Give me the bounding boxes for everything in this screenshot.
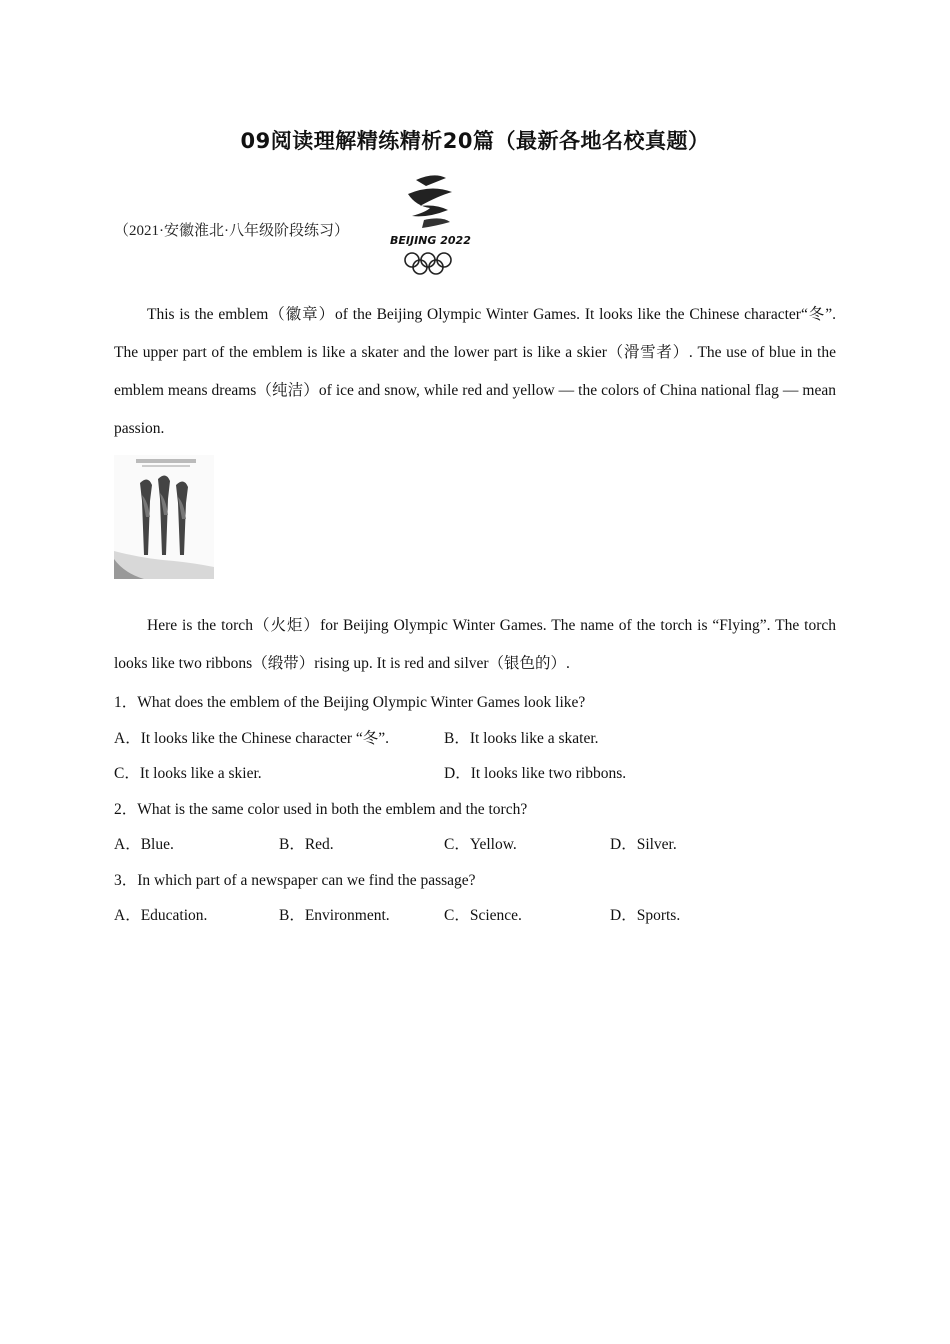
- question-2-option-c[interactable]: C．Yellow.: [444, 836, 517, 853]
- question-2-option-b[interactable]: B．Red.: [279, 836, 334, 853]
- question-2-stem: 2．What is the same color used in both the emblem and the torch?: [114, 801, 528, 818]
- page-title: 09阅读理解精练精析20篇（最新各地名校真题）: [240, 129, 710, 153]
- question-1-option-a[interactable]: A．It looks like the Chinese character “冬”.: [114, 730, 390, 747]
- olympic-torch-photo-icon: [114, 455, 214, 579]
- question-2-option-d[interactable]: D．Silver.: [610, 836, 677, 853]
- question-3-option-b[interactable]: B．Environment.: [279, 907, 390, 924]
- passage-paragraph-1: This is the emblem（徽章）of the Beijing Olympic Winter Games. It looks like the Chinese character“冬”. The upper part of the emblem is like a skater and the lower part is like a skier（滑雪者）. The use of blue in the emblem means dreams（纯洁）of ice and snow, while red and yellow — the colors of China national flag — mean passion.: [114, 306, 836, 437]
- question-1-option-c[interactable]: C．It looks like a skier.: [114, 765, 262, 782]
- beijing-2022-emblem-icon: [386, 172, 478, 278]
- question-1-option-b[interactable]: B．It looks like a skater.: [444, 730, 599, 747]
- question-2-option-a[interactable]: A．Blue.: [114, 836, 174, 853]
- question-1-option-d[interactable]: D．It looks like two ribbons.: [444, 765, 627, 782]
- passage-paragraph-2: Here is the torch（火炬）for Beijing Olympic Winter Games. The name of the torch is “Flying”. The torch looks like two ribbons（缎带）rising up. It is red and silver（银色的）.: [114, 617, 836, 672]
- question-3-option-a[interactable]: A．Education.: [114, 907, 208, 924]
- question-1-stem: 1．What does the emblem of the Beijing Olympic Winter Games look like?: [114, 694, 586, 711]
- source-label: （2021·安徽淮北·八年级阶段练习）: [114, 223, 349, 239]
- question-3-stem: 3．In which part of a newspaper can we find the passage?: [114, 872, 476, 889]
- emblem-wordmark: BEIJING 2022: [390, 234, 471, 247]
- question-3-option-c[interactable]: C．Science.: [444, 907, 522, 924]
- question-3-option-d[interactable]: D．Sports.: [610, 907, 681, 924]
